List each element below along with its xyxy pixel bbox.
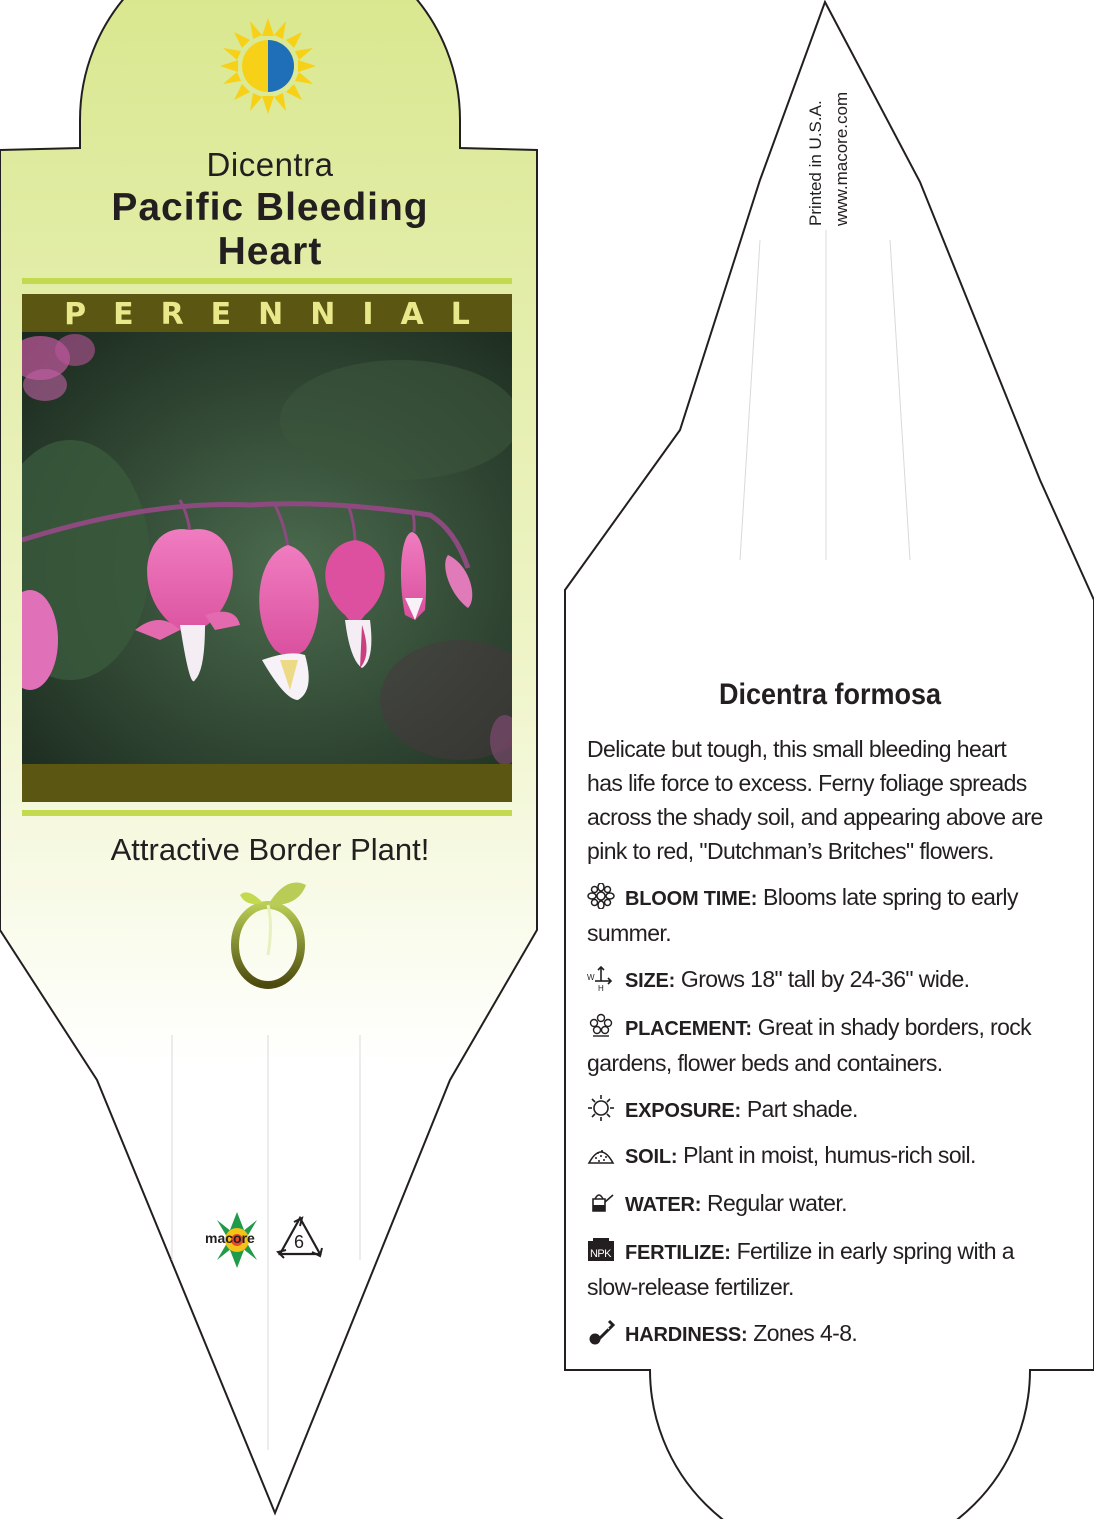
recycle-code: 6 [294,1232,305,1252]
svg-text:W: W [587,973,594,982]
svg-text:NPK: NPK [590,1248,611,1260]
attr-hardiness [587,1316,1052,1352]
npk-icon [587,1237,615,1261]
attr-label: SOIL: [625,1146,678,1168]
plant-genus: Dicentra [206,146,334,183]
printed-in-usa: Printed in U.S.A. [806,100,825,226]
size-icon [587,965,615,989]
attr-value: Great in shady borders, rock gardens, flower beds and containers. [587,1014,1032,1076]
soil-icon [587,1141,615,1165]
plant-category: PERENNIAL [64,297,497,332]
part-shade-sun-icon [220,18,316,114]
attr-value: Part shade. [746,1096,858,1122]
attr-label: SIZE: [625,970,676,992]
common-name-line1: Pacific Bleeding [111,186,429,229]
plant-photo [0,332,540,765]
flower-icon [587,883,615,907]
attr-label: PLACEMENT: [625,1018,752,1040]
attr-water [587,1186,1052,1222]
attr-value: Plant in moist, humus-rich soil. [683,1142,976,1168]
svg-text:H: H [598,984,604,991]
plant-tagline: Attractive Border Plant! [110,832,430,867]
attr-label: BLOOM TIME: [625,888,758,910]
placement-icon [587,1013,615,1037]
attr-bloom-time [587,880,1052,950]
plant-common-name [20,186,520,274]
watering-can-icon [587,1189,615,1213]
thermometer-icon [587,1319,615,1343]
attr-exposure [587,1092,1052,1128]
attr-value: Zones 4-8. [753,1320,858,1346]
common-name-line2: Heart [217,230,323,273]
attr-value: Regular water. [707,1190,847,1216]
brand-name: macore [205,1230,255,1246]
attr-placement [587,1010,1052,1080]
attr-label: WATER: [625,1194,702,1216]
attr-value: Blooms late spring to early summer. [587,884,1018,946]
attr-value: Fertilize in early spring with a slow-release fertilizer. [587,1238,1014,1300]
plant-description: Delicate but tough, this small bleeding heart has life force to excess. Ferny foliage spreads across the shady soil, and appearing above are pink to red, "Dutchman’s Britches" flowers. [587,736,1043,864]
attr-label: HARDINESS: [625,1324,748,1346]
attr-label: EXPOSURE: [625,1100,742,1122]
attr-fertilize [587,1234,1052,1304]
attr-size [587,962,1052,998]
attr-soil [587,1138,1052,1174]
website: www.macore.com [832,91,851,226]
attr-label: FERTILIZE: [625,1242,731,1264]
attr-value: Grows 18" tall by 24-36" wide. [680,966,970,992]
scientific-name: Dicentra formosa [718,678,942,711]
photo-footer-band [22,764,512,802]
sun-icon [587,1095,615,1119]
